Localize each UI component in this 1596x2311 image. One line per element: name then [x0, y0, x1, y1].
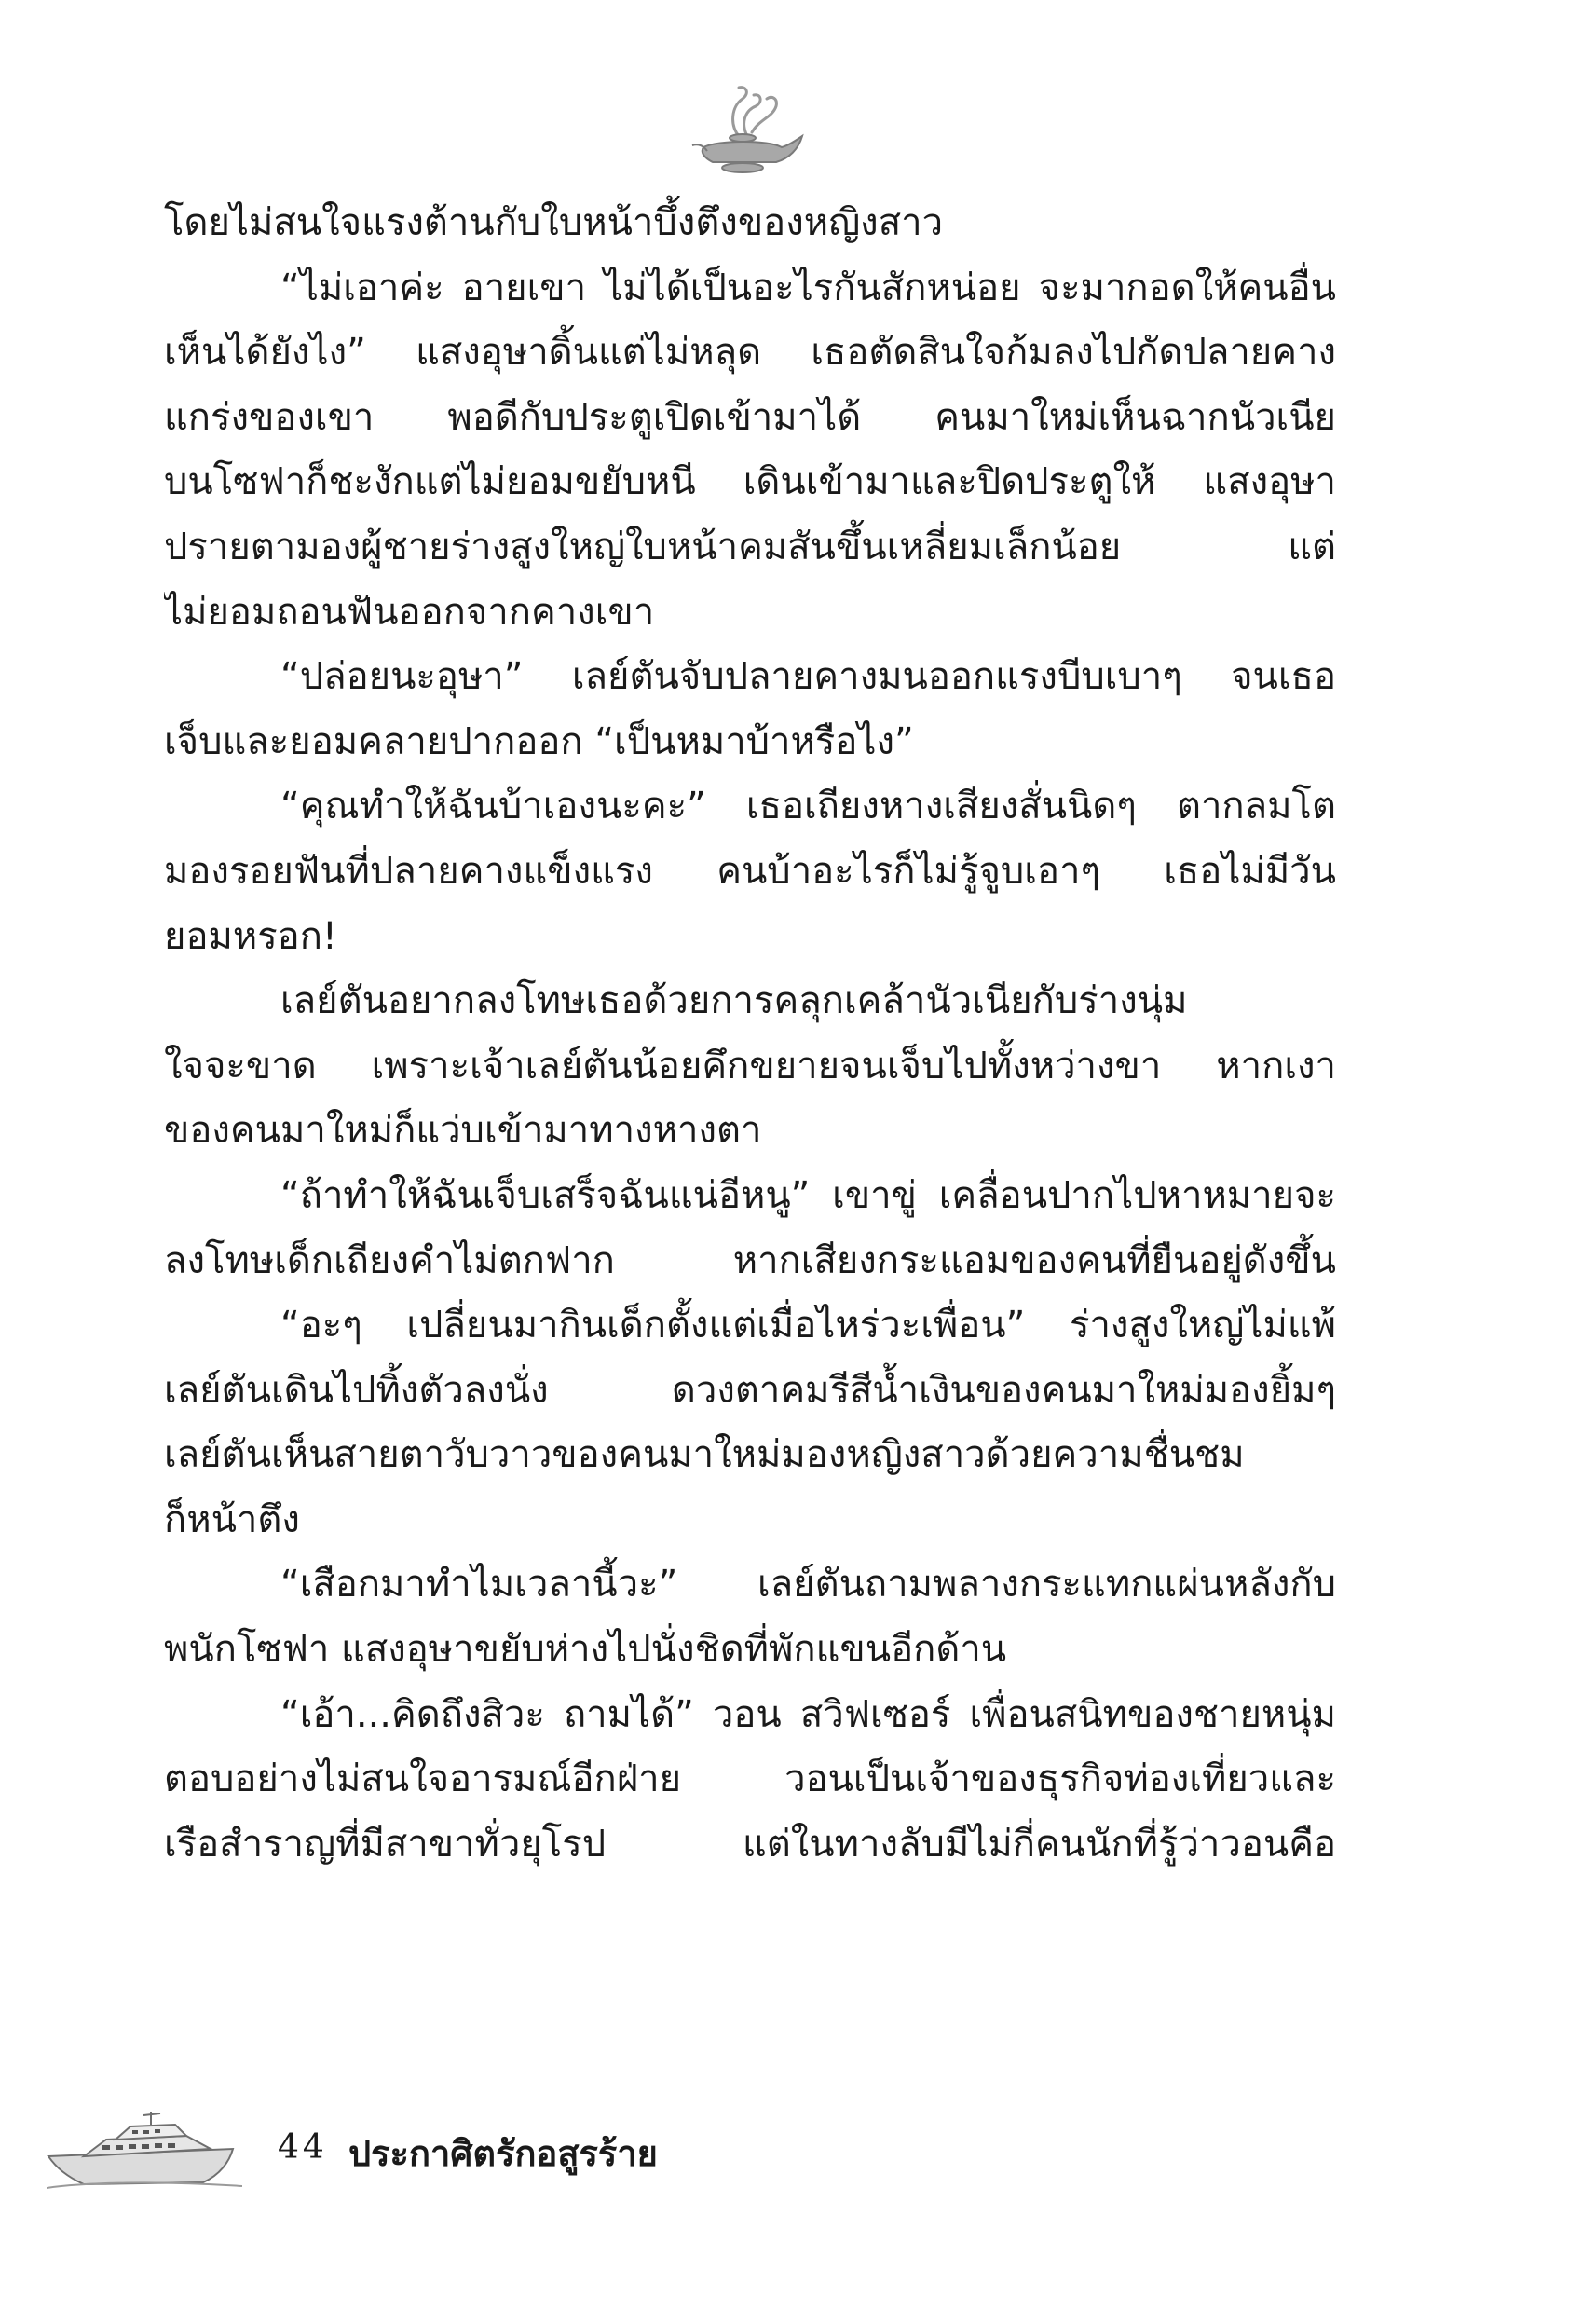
text-line: ตอบอย่างไม่สนใจอารมณ์อีกฝ่าย วอนเป็นเจ้าของธุรกิจท่องเที่ยวและ	[164, 1757, 1336, 1801]
book-title: ประกาศิตรักอสูรร้าย	[348, 2133, 658, 2174]
text-line: “ไม่เอาค่ะ อายเขา ไม่ได้เป็นอะไรกันสักหน่อย จะมากอดให้คนอื่น	[280, 266, 1336, 309]
text-line: “เอ้า...คิดถึงสิวะ ถามได้” วอน สวิฟเซอร์ เพื่อนสนิทของชายหนุ่ม	[280, 1692, 1336, 1736]
text-line: ของคนมาใหม่ก็แว่บเข้ามาทางหางตา	[164, 1109, 762, 1153]
text-line: ใจจะขาด เพราะเจ้าเลย์ตันน้อยคึกขยายจนเจ็บไปทั้งหว่างขา หากเงา	[164, 1044, 1336, 1087]
text-line: ปรายตามองผู้ชายร่างสูงใหญ่ใบหน้าคมสันขึ้นเหลี่ยมเล็กน้อย แต่	[164, 525, 1336, 568]
text-line: มองรอยฟันที่ปลายคางแข็งแรง คนบ้าอะไรก็ไม่รู้จูบเอาๆ เธอไม่มีวัน	[164, 849, 1336, 893]
genie-lamp-icon	[685, 78, 806, 181]
text-line: ไม่ยอมถอนฟันออกจากคางเขา	[164, 590, 655, 634]
text-line: “อะๆ เปลี่ยนมากินเด็กตั้งแต่เมื่อไหร่วะเพื่อน” ร่างสูงใหญ่ไม่แพ้	[280, 1304, 1336, 1347]
page-number: 44	[278, 2128, 328, 2167]
text-line: “คุณทำให้ฉันบ้าเองนะคะ” เธอเถียงหางเสียงสั่นนิดๆ ตากลมโต	[280, 785, 1336, 828]
text-line: พนักโซฟา แสงอุษาขยับห่างไปนั่งชิดที่พักแขนอีกด้าน	[164, 1628, 1007, 1672]
text-line: “เสือกมาทำไมเวลานี้วะ” เลย์ตันถามพลางกระแทกแผ่นหลังกับ	[280, 1563, 1336, 1607]
text-line: ก็หน้าตึง	[164, 1497, 300, 1541]
text-line: “ปล่อยนะอุษา” เลย์ตันจับปลายคางมนออกแรงบีบเบาๆ จนเธอ	[280, 655, 1336, 699]
text-line: แกร่งของเขา พอดีกับประตูเปิดเข้ามาได้ คนมาใหม่เห็นฉากนัวเนีย	[164, 395, 1336, 439]
text-line: เรือสำราญที่มีสาขาทั่วยุโรป แต่ในทางลับมีไม่กี่คนนักที่รู้ว่าวอนคือ	[164, 1822, 1336, 1866]
text-line: เจ็บและยอมคลายปากออก “เป็นหมาบ้าหรือไง”	[164, 719, 914, 763]
text-line: เห็นได้ยังไง” แสงอุษาดิ้นแต่ไม่หลุด เธอตัดสินใจก้มลงไปกัดปลายคาง	[164, 331, 1336, 375]
text-line: ยอมหรอก!	[164, 914, 337, 958]
page-footer	[0, 2108, 1596, 2192]
body-text	[164, 191, 1336, 1877]
text-line: ลงโทษเด็กเถียงคำไม่ตกฟาก หากเสียงกระแอมของคนที่ยืนอยู่ดังขึ้น	[164, 1238, 1336, 1282]
yacht-icon	[47, 2108, 242, 2192]
text-line: บนโซฟาก็ชะงักแต่ไม่ยอมขยับหนี เดินเข้ามาและปิดประตูให้ แสงอุษา	[164, 460, 1336, 504]
text-line: เลย์ตันเดินไปทิ้งตัวลงนั่ง ดวงตาคมรีสีน้ำเงินของคนมาใหม่มองยิ้มๆ	[164, 1368, 1336, 1412]
text-line: เลย์ตันอยากลงโทษเธอด้วยการคลุกเคล้านัวเนียกับร่างนุ่ม	[280, 979, 1188, 1023]
text-line: โดยไม่สนใจแรงต้านกับใบหน้าบึ้งตึงของหญิงสาว	[164, 201, 944, 244]
text-line: “ถ้าทำให้ฉันเจ็บเสร็จฉันแน่อีหนู” เขาขู่ เคลื่อนปากไปหาหมายจะ	[280, 1173, 1336, 1217]
text-line: เลย์ตันเห็นสายตาวับวาวของคนมาใหม่มองหญิงสาวด้วยความชื่นชม	[164, 1433, 1245, 1477]
